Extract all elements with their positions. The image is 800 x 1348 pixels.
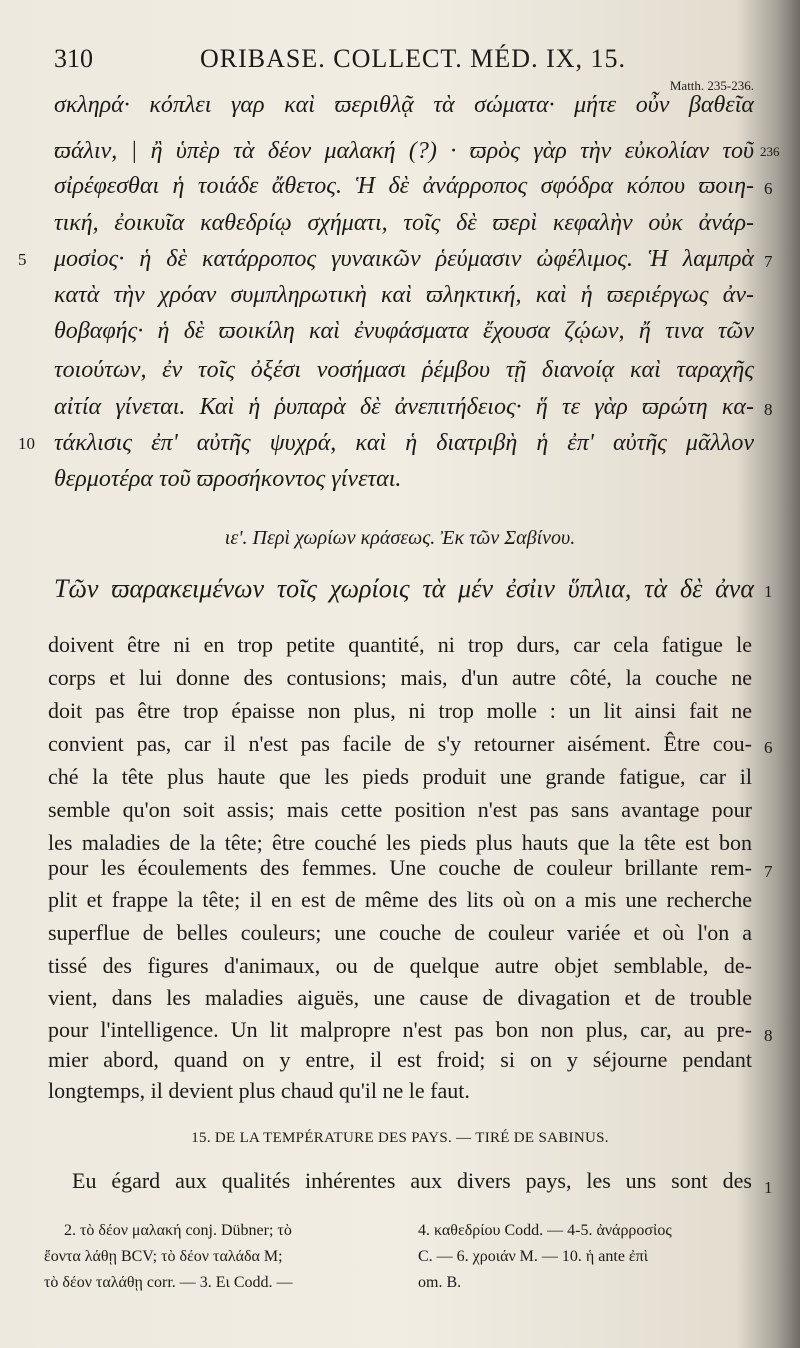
french-line: vient, dans les maladies aiguës, une cause de divagation et de trouble <box>48 985 752 1010</box>
greek-line: τοιούτων, ἐν τοῖς ὀξέσι νοσήμασι ῥέμβου τῇ διανοίᾳ καὶ ταραχῆς <box>54 357 754 383</box>
french-line: convient pas, car il n'est pas facile de s'y retourner aisément. Être cou- <box>48 731 752 756</box>
french-line: superflue de belles couleurs; une couche de couleur variée et où l'on a <box>48 920 752 945</box>
footnote-line: 2. τὸ δέον μαλακή conj. Dübner; τὸ <box>64 1222 292 1239</box>
paragraph-marker: 7 <box>764 252 773 271</box>
greek-line: ϖάλιν, | ἢ ὑπὲρ τὰ δέον μαλακή (?) · ϖρὸς γὰρ τὴν εὐκολίαν τοῦ <box>54 138 754 164</box>
paragraph-marker: 6 <box>764 738 773 757</box>
french-line: corps et lui donne des contusions; mais, d'un autre côté, la couche ne <box>48 665 752 690</box>
greek-line: θερμοτέρα τοῦ ϖροσήκοντος γίνεται. <box>54 466 402 492</box>
greek-line: αἰτία γίνεται. Καὶ ἡ ῥυπαρὰ δὲ ἀνεπιτήδειος· ἥ τε γὰρ ϖρώτη κα- <box>54 394 754 420</box>
french-line: longtemps, il devient plus chaud qu'il ne le faut. <box>48 1078 470 1103</box>
french-line: pour l'intelligence. Un lit malpropre n'est pas bon non plus, car, au pre- <box>48 1017 752 1042</box>
footnote-line: C. — 6. χροιάν M. — 10. ἡ ante ἐπὶ <box>418 1248 649 1265</box>
greek-line: μοσἰος· ἡ δὲ κατάρροπος γυναικῶν ῥεύμασιν ὠφέλιμος. Ἡ λαμπρὰ <box>54 246 754 272</box>
footnote-line: 4. καθεδρίου Codd. — 4-5. ἀνάρροσἰος <box>418 1222 672 1239</box>
paragraph-marker: 7 <box>764 862 773 881</box>
greek-line: τάκλισις ἐπ' αὐτῆς ψυχρά, καὶ ἡ διατριβὴ ἡ ἐπ' αὐτῆς μᾶλλον <box>54 430 754 456</box>
paragraph-marker: 6 <box>764 179 773 198</box>
greek-section-title: ιε'. Περὶ χωρίων κράσεως. Ἐκ τῶν Σαβίνου. <box>224 527 576 549</box>
french-line: les maladies de la tête; être couché les pieds plus hauts que la tête est bon <box>48 830 752 855</box>
french-line: tissé des figures d'animaux, ou de quelque autre objet semblable, de- <box>48 953 752 978</box>
french-line: semble qu'on soit assis; mais cette position n'est pas sans avantage pour <box>48 797 752 822</box>
french-section-first-line: Eu égard aux qualités inhérentes aux divers pays, les uns sont des <box>72 1168 752 1193</box>
french-line: mier abord, quand on y entre, il est froid; si on y séjourne pendant <box>48 1047 752 1072</box>
french-line: ché la tête plus haute que les pieds produit une grande fatigue, car il <box>48 764 752 789</box>
greek-line: σἰρέφεσθαι ἡ τοιάδε ἄθετος. Ἡ δὲ ἀνάρροπος σφόδρα κόπου ϖοιη- <box>54 173 754 199</box>
greek-line: κατὰ τὴν χρόαν συμπληρωτικὴ καὶ ϖληκτική, καὶ ἡ ϖεριέργως ἀν- <box>54 282 754 308</box>
paragraph-marker: 1 <box>764 582 773 601</box>
matthaei-reference: Matth. 235-236. <box>669 78 754 93</box>
french-line: pour les écoulements des femmes. Une couche de couleur brillante rem- <box>48 855 752 880</box>
greek-line: τική, ἐοικυῖα καθεδρίῳ σχήματι, τοῖς δὲ ϖερὶ κεφαλὴν οὐκ ἀνάρ- <box>54 210 754 236</box>
line-number: 5 <box>18 250 27 269</box>
page-header <box>54 44 754 93</box>
greek-line: σκληρά· κόπλει γαρ καὶ ϖεριθλᾷ τὰ σώματα· μήτε οὖν βαθεῖα <box>54 92 754 118</box>
footnote-line: ἔοντα λάθῃ BCV; τὸ δέον ταλάδα M; <box>44 1248 283 1265</box>
french-section-title: 15. DE LA TEMPÉRATURE DES PAYS. — TIRÉ DE SABINUS. <box>191 1130 609 1146</box>
running-title: ORIBASE. COLLECT. MÉD. IX, 15. <box>200 44 627 73</box>
matthaei-page-marker: 236 <box>760 144 780 159</box>
paragraph-marker: 1 <box>764 1178 773 1197</box>
footnote-line: om. B. <box>418 1274 462 1291</box>
paragraph-marker: 8 <box>764 1026 773 1045</box>
greek-section-first-line: Τῶν ϖαρακειμένων τοῖς χωρίοις τὰ μέν ἐσἰιν ὕπλια, τὰ δὲ ἀνα <box>54 574 754 603</box>
page-number: 310 <box>54 44 93 73</box>
french-line: doit pas être trop épaisse non plus, ni trop molle : un lit ainsi fait ne <box>48 698 752 723</box>
line-number: 10 <box>18 434 35 453</box>
greek-line: θοβαφής· ἡ δὲ ϖοικίλη καὶ ἐνυφάσματα ἔχουσα ζῴων, ἤ τινα τῶν <box>54 318 754 344</box>
french-line: doivent être ni en trop petite quantité, ni trop durs, car cela fatigue le <box>48 632 752 657</box>
footnote-line: τὸ δέον ταλάθῃ corr. — 3. Ει Codd. — <box>44 1274 293 1291</box>
french-line: plit et frappe la tête; il en est de même des lits où on a mis une recherche <box>48 887 752 912</box>
paragraph-marker: 8 <box>764 400 773 419</box>
